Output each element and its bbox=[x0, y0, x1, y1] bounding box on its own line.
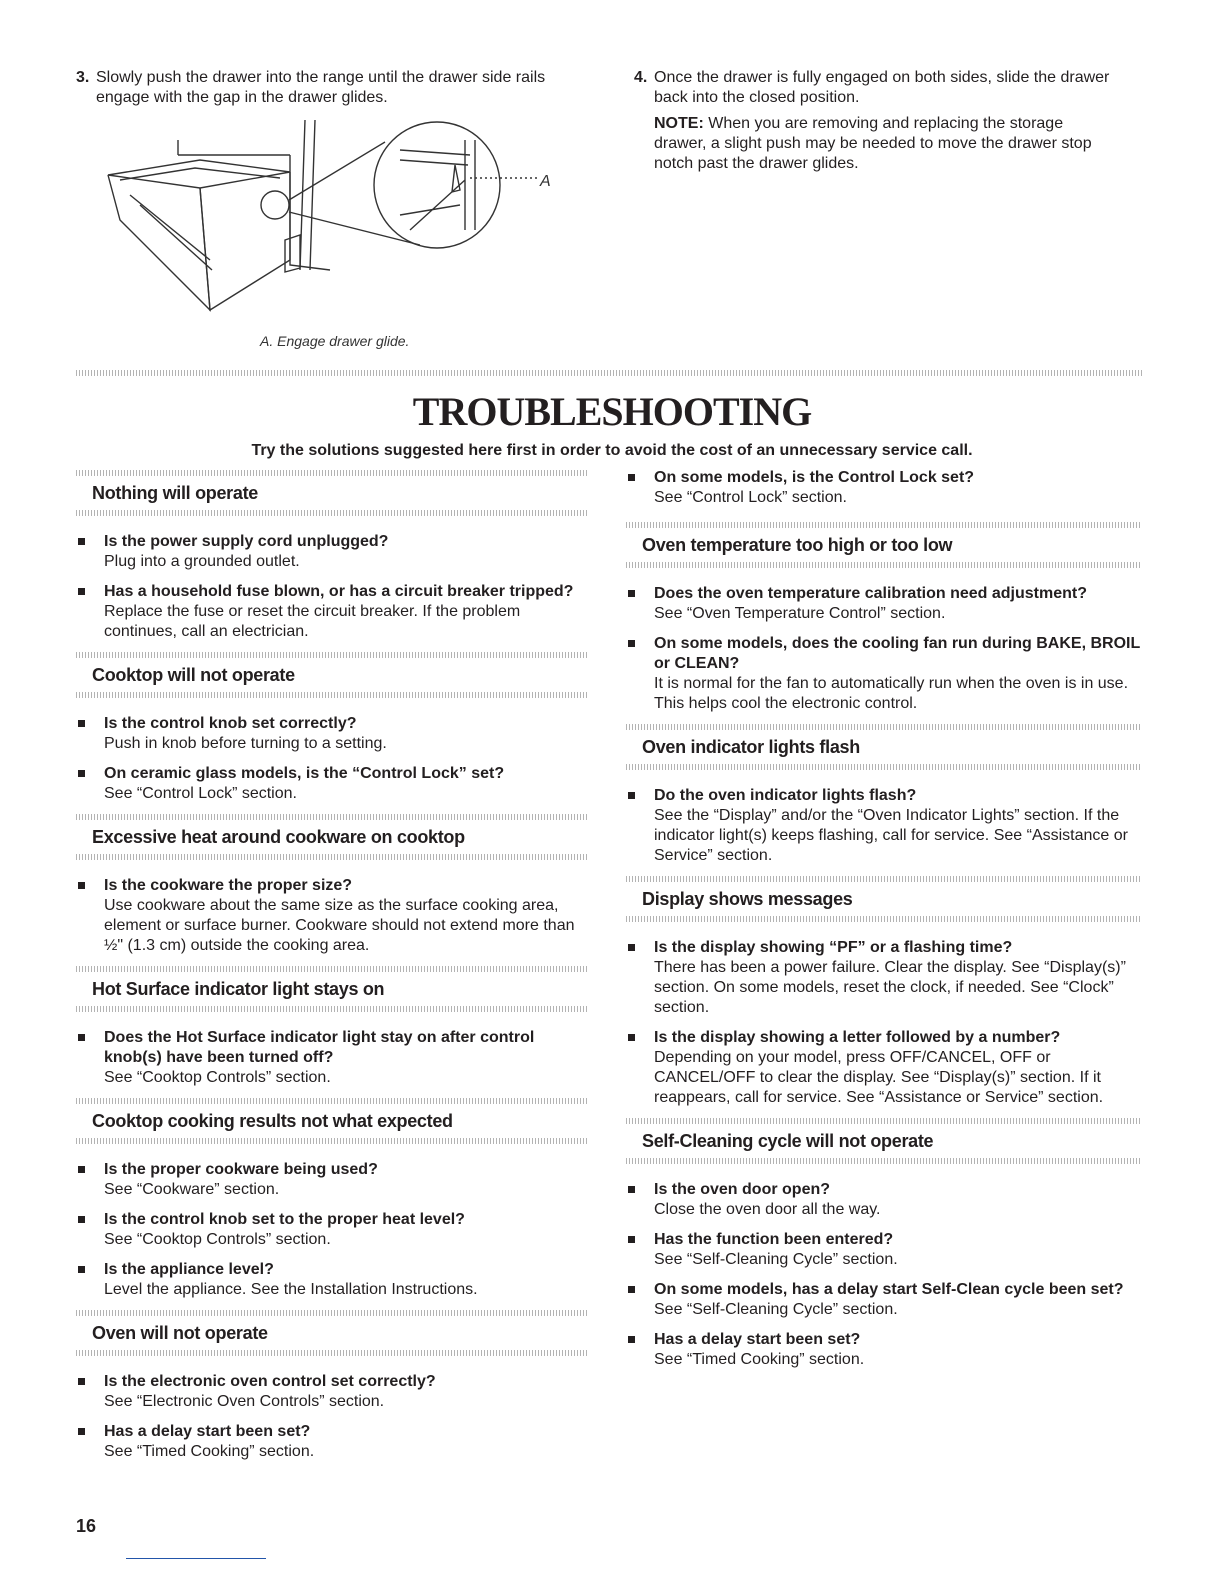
answer: Level the appliance. See the Installation Instructions. bbox=[104, 1281, 478, 1298]
bullet-icon bbox=[628, 640, 635, 647]
section-heading: Oven temperature too high or too low bbox=[642, 535, 953, 555]
bullet-icon bbox=[78, 1034, 85, 1041]
bullet-icon bbox=[78, 1266, 85, 1273]
answer: See “Self-Cleaning Cycle” section. bbox=[654, 1301, 898, 1318]
troubleshooting-item bbox=[76, 714, 588, 754]
section-rule bbox=[76, 966, 588, 972]
bullet-icon bbox=[78, 1166, 85, 1173]
troubleshooting-item bbox=[76, 1372, 588, 1412]
bullet-icon bbox=[78, 588, 85, 595]
troubleshooting-item bbox=[626, 786, 1142, 866]
section-rule bbox=[626, 876, 1142, 882]
answer: Depending on your model, press OFF/CANCEL, OFF or CANCEL/OFF to clear the display. See “Display(s)” section. If it reappears, call for service. See “Assistance or Service” section. bbox=[654, 1049, 1104, 1106]
troubleshooting-item bbox=[626, 1028, 1142, 1108]
bullet-icon bbox=[78, 1216, 85, 1223]
troubleshooting-item bbox=[626, 584, 1142, 624]
troubleshooting-item bbox=[76, 1422, 588, 1462]
bullet-icon bbox=[628, 944, 635, 951]
question: On ceramic glass models, is the “Control Lock” set? bbox=[104, 765, 505, 782]
troubleshooting-item bbox=[76, 532, 588, 572]
bullet-icon bbox=[628, 1336, 635, 1343]
question: On some models, is the Control Lock set? bbox=[654, 469, 975, 486]
troubleshooting-item bbox=[76, 1260, 588, 1300]
bullet-icon bbox=[628, 792, 635, 799]
bullet-icon bbox=[78, 882, 85, 889]
section-heading: Cooktop will not operate bbox=[92, 665, 295, 685]
answer: See “Control Lock” section. bbox=[654, 489, 847, 506]
answer: Replace the fuse or reset the circuit breaker. If the problem continues, call an electrician. bbox=[104, 603, 521, 640]
bullet-icon bbox=[628, 590, 635, 597]
section-rule bbox=[76, 1098, 588, 1104]
troubleshooting-item bbox=[626, 1180, 1142, 1220]
bullet-icon bbox=[628, 1286, 635, 1293]
question: Has a household fuse blown, or has a circuit breaker tripped? bbox=[104, 583, 574, 600]
question: On some models, does the cooling fan run during BAKE, BROIL or CLEAN? bbox=[654, 635, 1140, 672]
question: On some models, has a delay start Self-Clean cycle been set? bbox=[654, 1281, 1124, 1298]
answer: See “Timed Cooking” section. bbox=[654, 1351, 865, 1368]
question: Is the display showing “PF” or a flashing time? bbox=[654, 939, 1013, 956]
answer: See “Cookware” section. bbox=[104, 1181, 280, 1198]
section-heading: Oven will not operate bbox=[92, 1323, 268, 1343]
answer: See the “Display” and/or the “Oven Indicator Lights” section. If the indicator light(s) keeps flashing, call for service. See “Assistance or Service” section. bbox=[654, 807, 1128, 864]
troubleshooting-item bbox=[626, 1330, 1142, 1370]
answer: See “Cooktop Controls” section. bbox=[104, 1069, 331, 1086]
troubleshooting-item bbox=[76, 1210, 588, 1250]
bullet-icon bbox=[78, 1378, 85, 1385]
section-rule bbox=[626, 764, 1142, 770]
step-3 bbox=[76, 68, 576, 110]
step-4 bbox=[634, 68, 1114, 110]
question: Has a delay start been set? bbox=[654, 1331, 861, 1348]
answer: See “Control Lock” section. bbox=[104, 785, 297, 802]
question: Does the oven temperature calibration need adjustment? bbox=[654, 585, 1087, 602]
section-rule bbox=[76, 1006, 588, 1012]
troubleshooting-section bbox=[76, 470, 588, 642]
drawer-glide-illustration bbox=[100, 120, 570, 320]
bullet-icon bbox=[628, 1186, 635, 1193]
section-rule bbox=[76, 1310, 588, 1316]
troubleshooting-section bbox=[76, 1310, 588, 1462]
question: Is the display showing a letter followed by a number? bbox=[654, 1029, 1061, 1046]
step-number: 3. bbox=[76, 69, 90, 86]
page-number: 16 bbox=[76, 1516, 97, 1536]
figure-callout: A bbox=[540, 173, 551, 190]
section-rule bbox=[76, 1138, 588, 1144]
question: Do the oven indicator lights flash? bbox=[654, 787, 917, 804]
troubleshooting-item bbox=[76, 582, 588, 642]
figure-caption: A. Engage drawer glide. bbox=[260, 333, 410, 349]
page-subtitle: Try the solutions suggested here first in order to avoid the cost of an unnecessary service call. bbox=[251, 442, 973, 459]
answer: See “Timed Cooking” section. bbox=[104, 1443, 315, 1460]
troubleshooting-item bbox=[626, 938, 1142, 1018]
section-heading: Excessive heat around cookware on cooktop bbox=[92, 827, 465, 847]
question: Is the control knob set correctly? bbox=[104, 715, 357, 732]
section-heading: Nothing will operate bbox=[92, 483, 259, 503]
section-rule bbox=[626, 1118, 1142, 1124]
troubleshooting-item bbox=[76, 1028, 588, 1088]
troubleshooting-section bbox=[76, 966, 588, 1088]
section-rule bbox=[76, 652, 588, 658]
page-title: TROUBLESHOOTING bbox=[412, 389, 812, 434]
question: Is the control knob set to the proper heat level? bbox=[104, 1211, 465, 1228]
section-rule bbox=[626, 522, 1142, 528]
answer: See “Electronic Oven Controls” section. bbox=[104, 1393, 385, 1410]
answer: It is normal for the fan to automatically run when the oven is in use. This helps cool the electronic control. bbox=[654, 675, 1129, 712]
bullet-icon bbox=[628, 1034, 635, 1041]
bullet-icon bbox=[78, 770, 85, 777]
answer: Close the oven door all the way. bbox=[654, 1201, 881, 1218]
step-number: 4. bbox=[634, 69, 648, 86]
troubleshooting-section bbox=[626, 876, 1142, 1108]
troubleshooting-section bbox=[76, 814, 588, 956]
section-rule bbox=[76, 854, 588, 860]
question: Is the power supply cord unplugged? bbox=[104, 533, 389, 550]
section-rule bbox=[626, 916, 1142, 922]
troubleshooting-section bbox=[76, 1098, 588, 1300]
section-heading: Self-Cleaning cycle will not operate bbox=[642, 1131, 934, 1151]
answer: See “Oven Temperature Control” section. bbox=[654, 605, 946, 622]
step-text: Once the drawer is fully engaged on both sides, slide the drawer back into the closed position. bbox=[654, 69, 1110, 106]
question: Is the appliance level? bbox=[104, 1261, 274, 1278]
troubleshooting-item bbox=[626, 1230, 1142, 1270]
section-rule bbox=[626, 562, 1142, 568]
troubleshooting-item bbox=[626, 634, 1142, 714]
note bbox=[654, 114, 1114, 174]
troubleshooting-section bbox=[76, 652, 588, 804]
answer: Plug into a grounded outlet. bbox=[104, 553, 300, 570]
section-heading: Oven indicator lights flash bbox=[642, 737, 860, 757]
section-rule bbox=[76, 470, 588, 476]
section-heading: Hot Surface indicator light stays on bbox=[92, 979, 385, 999]
answer: Push in knob before turning to a setting. bbox=[104, 735, 387, 752]
answer: See “Cooktop Controls” section. bbox=[104, 1231, 331, 1248]
question: Is the proper cookware being used? bbox=[104, 1161, 378, 1178]
left-column bbox=[76, 470, 588, 1472]
section-rule bbox=[76, 692, 588, 698]
troubleshooting-item bbox=[76, 764, 588, 804]
section-rule bbox=[76, 1350, 588, 1356]
right-column bbox=[626, 468, 1142, 1380]
troubleshooting-item bbox=[626, 468, 1142, 508]
section-rule bbox=[76, 814, 588, 820]
divider bbox=[76, 370, 1142, 376]
question: Has the function been entered? bbox=[654, 1231, 894, 1248]
section-heading: Cooktop cooking results not what expected bbox=[92, 1111, 453, 1131]
note-text: When you are removing and replacing the storage drawer, a slight push may be needed to move the drawer stop notch past the drawer glides. bbox=[654, 115, 1092, 172]
question: Has a delay start been set? bbox=[104, 1423, 311, 1440]
section-rule bbox=[626, 724, 1142, 730]
question: Is the electronic oven control set correctly? bbox=[104, 1373, 436, 1390]
section-heading: Display shows messages bbox=[642, 889, 853, 909]
bullet-icon bbox=[78, 538, 85, 545]
note-label: NOTE: bbox=[654, 115, 704, 132]
bullet-icon bbox=[628, 474, 635, 481]
bullet-icon bbox=[78, 1428, 85, 1435]
step-text: Slowly push the drawer into the range until the drawer side rails engage with the gap in the drawer glides. bbox=[96, 69, 546, 106]
troubleshooting-item bbox=[626, 1280, 1142, 1320]
troubleshooting-section bbox=[626, 724, 1142, 866]
question: Is the cookware the proper size? bbox=[104, 877, 353, 894]
troubleshooting-item bbox=[76, 1160, 588, 1200]
troubleshooting-item bbox=[76, 876, 588, 956]
troubleshooting-section bbox=[626, 522, 1142, 714]
question: Is the oven door open? bbox=[654, 1181, 831, 1198]
troubleshooting-section bbox=[626, 1118, 1142, 1370]
section-rule bbox=[76, 510, 588, 516]
section-rule bbox=[626, 1158, 1142, 1164]
bullet-icon bbox=[628, 1236, 635, 1243]
question: Does the Hot Surface indicator light stay on after control knob(s) have been turned off? bbox=[104, 1029, 535, 1066]
bullet-icon bbox=[78, 720, 85, 727]
answer: There has been a power failure. Clear the display. See “Display(s)” section. On some models, reset the clock, if needed. See “Clock” section. bbox=[654, 959, 1126, 1016]
footer-rule bbox=[126, 1558, 266, 1559]
answer: See “Self-Cleaning Cycle” section. bbox=[654, 1251, 898, 1268]
answer: Use cookware about the same size as the surface cooking area, element or surface burner. Cookware should not extend more than ½" (1.3 cm) outside the cooking area. bbox=[104, 897, 575, 954]
